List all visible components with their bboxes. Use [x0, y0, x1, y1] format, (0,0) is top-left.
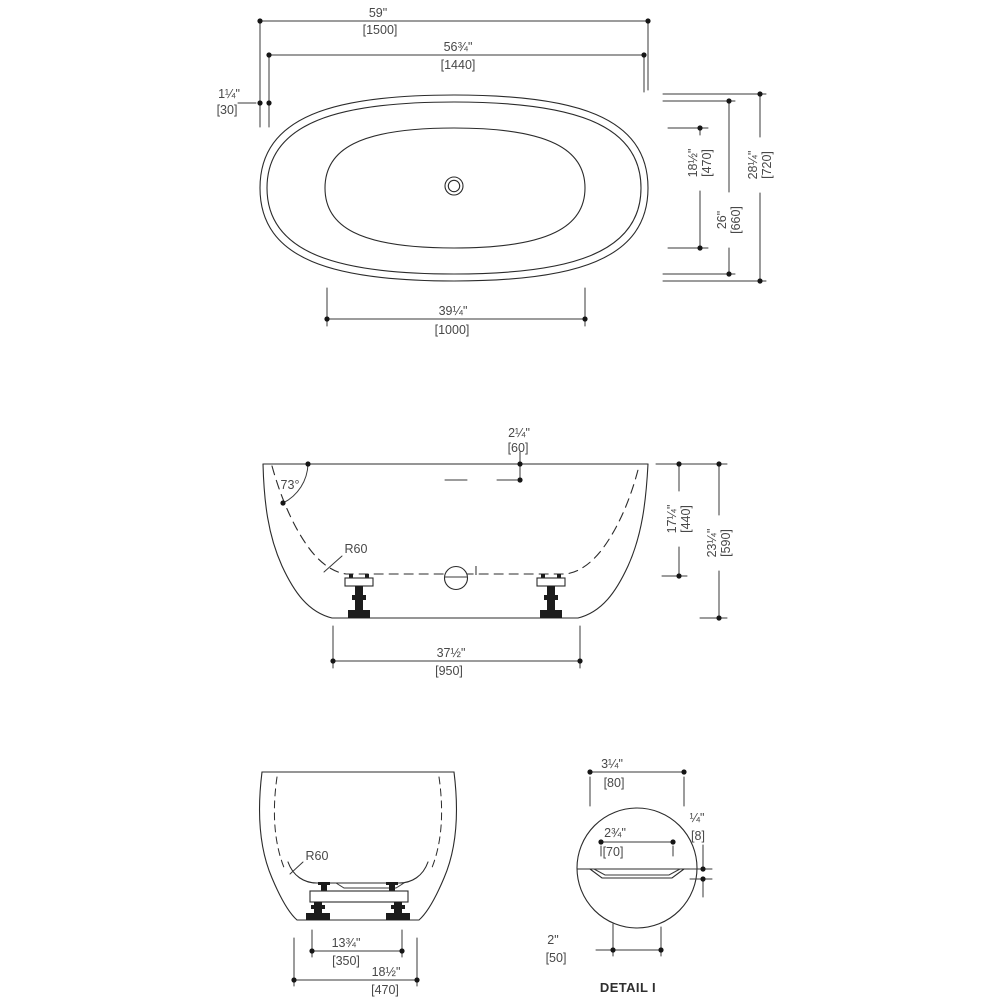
dim-recess-top-in: 3¼" — [601, 757, 623, 771]
foot-stem-nut — [391, 905, 405, 909]
dim-dot — [266, 100, 271, 105]
dim-dot — [700, 876, 705, 881]
dim-dot — [305, 461, 310, 466]
dim-deck-length-mm: [1440] — [440, 58, 476, 72]
bolt-icon — [321, 885, 327, 891]
dim-base-length-mm: [950] — [435, 664, 463, 678]
dim-recess-bottom-in: 2" — [547, 933, 559, 947]
dim-dot — [670, 839, 675, 844]
detail-mark: I — [474, 564, 478, 578]
dim-inner-width-in: 26" — [715, 210, 729, 230]
dim-dot — [587, 769, 592, 774]
dim-dot — [257, 18, 262, 23]
foot-base — [540, 610, 562, 618]
dim-dot — [757, 91, 762, 96]
dim-dot — [676, 573, 681, 578]
foot-stem-nut — [311, 905, 325, 909]
foot-base — [386, 913, 410, 920]
dim-dot — [645, 18, 650, 23]
dim-basin-length-mm: [1000] — [434, 323, 470, 337]
dim-dot — [582, 316, 587, 321]
dim-base-width-mm: [470] — [371, 983, 399, 997]
dim-rim-in: 1¼" — [218, 87, 240, 101]
dim-dot — [517, 477, 522, 482]
dim-dot — [700, 866, 705, 871]
dim-dot — [330, 658, 335, 663]
foot-base — [348, 610, 370, 618]
dim-dot — [716, 615, 721, 620]
radius-label: R60 — [305, 849, 329, 863]
dim-dot — [291, 977, 296, 982]
bolt-icon — [389, 885, 395, 891]
dim-dot — [414, 977, 419, 982]
dim-inner-width-mm: [660] — [729, 206, 743, 234]
foot-rail — [310, 891, 408, 902]
dim-dot — [658, 947, 663, 952]
dim-dot — [757, 278, 762, 283]
dim-recess-top-mm: [80] — [603, 776, 625, 790]
dim-basin-width-in: 18½" — [686, 148, 700, 178]
dim-recess-depth-mm: [8] — [691, 829, 705, 843]
bolt-icon — [318, 882, 330, 885]
dim-inner-depth-mm: [440] — [679, 505, 693, 533]
dim-basin-width-mm: [470] — [700, 149, 714, 177]
dim-dot — [280, 500, 285, 505]
dim-dot — [641, 52, 646, 57]
dim-waterline-offset-mm: [60] — [507, 441, 529, 455]
foot-plate — [537, 578, 565, 586]
dim-feet-span-in: 13¾" — [331, 936, 361, 950]
detail-caption: DETAIL I — [599, 980, 657, 995]
drain-side-circle — [445, 567, 468, 590]
dim-dot — [598, 839, 603, 844]
dim-dot — [309, 948, 314, 953]
dim-length-in: 59" — [368, 6, 388, 20]
dim-dot — [399, 948, 404, 953]
foot-plate — [345, 578, 373, 586]
dim-overall-width-in: 28¼" — [746, 150, 760, 180]
dim-basin-length-in: 39¼" — [438, 304, 468, 318]
dim-overall-width-mm: [720] — [760, 151, 774, 179]
dim-recess-inner-mm: [70] — [602, 845, 624, 859]
bolt-icon — [365, 574, 369, 578]
foot-stem-nut — [544, 595, 558, 600]
dim-dot — [697, 245, 702, 250]
dim-waterline-offset-in: 2¼" — [508, 426, 530, 440]
dim-dot — [324, 316, 329, 321]
dim-dot — [681, 769, 686, 774]
dim-dot — [726, 271, 731, 276]
radius-label: R60 — [344, 542, 368, 556]
dim-recess-depth-in: ¼" — [689, 811, 705, 825]
dim-feet-span-mm: [350] — [332, 954, 360, 968]
foot-base — [306, 913, 330, 920]
dim-dot — [610, 947, 615, 952]
bolt-icon — [349, 574, 353, 578]
dim-rim-mm: [30] — [216, 103, 238, 117]
dim-dot — [676, 461, 681, 466]
dim-dot — [517, 461, 522, 466]
dim-dot — [726, 98, 731, 103]
dim-dot — [257, 100, 262, 105]
dim-length-mm: [1500] — [362, 23, 398, 37]
dim-dot — [697, 125, 702, 130]
dim-base-width-in: 18½" — [371, 965, 401, 979]
dim-height-mm: [590] — [719, 529, 733, 557]
foot-stem-nut — [352, 595, 366, 600]
dim-base-length-in: 37½" — [436, 646, 466, 660]
dim-dot — [716, 461, 721, 466]
dim-recess-bottom-mm: [50] — [545, 951, 567, 965]
bolt-icon — [386, 882, 398, 885]
dim-inner-depth-in: 17¼" — [665, 504, 679, 534]
bolt-icon — [557, 574, 561, 578]
dim-deck-length-in: 56¾" — [443, 40, 473, 54]
dim-dot — [577, 658, 582, 663]
dim-dot — [266, 52, 271, 57]
wall-angle-label: 73° — [280, 478, 300, 492]
dim-recess-inner-in: 2¾" — [604, 826, 626, 840]
dim-height-in: 23¼" — [705, 528, 719, 558]
bolt-icon — [541, 574, 545, 578]
